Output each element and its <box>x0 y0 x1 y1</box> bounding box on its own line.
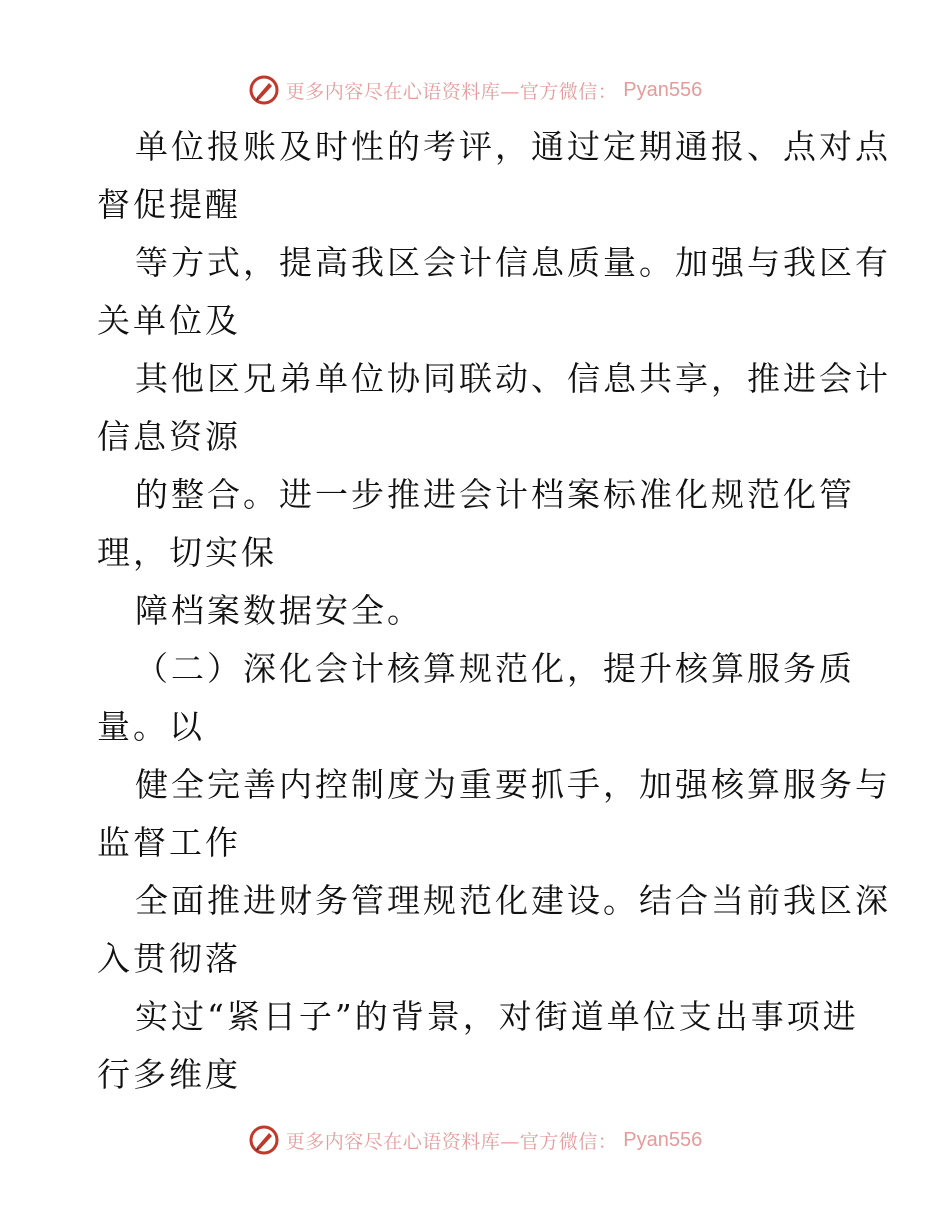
text-line: 量。以 <box>97 707 205 746</box>
text-line: 全面推进财务管理规范化建设。结合当前我区深 <box>135 881 891 920</box>
text-line: 行多维度 <box>97 1055 241 1094</box>
footer-watermark <box>0 1120 950 1160</box>
header-watermark <box>0 70 950 110</box>
text-line: 其他区兄弟单位协同联动、信息共享，推进会计 <box>135 359 891 398</box>
pen-circle-logo-icon <box>248 74 280 106</box>
document-body <box>97 118 891 1104</box>
watermark-wechat-id: Pyan556 <box>623 78 703 101</box>
section-heading-line: （二）深化会计核算规范化，提升核算服务质 <box>135 649 855 688</box>
text-line: 理，切实保 <box>97 533 277 572</box>
watermark-wechat-id: Pyan556 <box>623 1128 703 1151</box>
text-line: 信息资源 <box>97 417 241 456</box>
watermark-text: 更多内容尽在心语资料库—官方微信： <box>285 1130 618 1153</box>
text-line: 实过“紧日子”的背景，对街道单位支出事项进 <box>135 997 859 1036</box>
text-line: 障档案数据安全。 <box>135 591 423 630</box>
text-line: 关单位及 <box>97 301 241 340</box>
text-line: 单位报账及时性的考评，通过定期通报、点对点 <box>135 127 891 166</box>
text-line: 健全完善内控制度为重要抓手，加强核算服务与 <box>135 765 891 804</box>
pen-circle-logo-icon <box>248 1124 280 1156</box>
text-line: 督促提醒 <box>97 185 241 224</box>
text-line: 的整合。进一步推进会计档案标准化规范化管 <box>135 475 855 514</box>
text-line: 监督工作 <box>97 823 241 862</box>
text-line: 入贯彻落 <box>97 939 241 978</box>
watermark-text: 更多内容尽在心语资料库—官方微信： <box>285 80 618 103</box>
text-line: 等方式，提高我区会计信息质量。加强与我区有 <box>135 243 891 282</box>
